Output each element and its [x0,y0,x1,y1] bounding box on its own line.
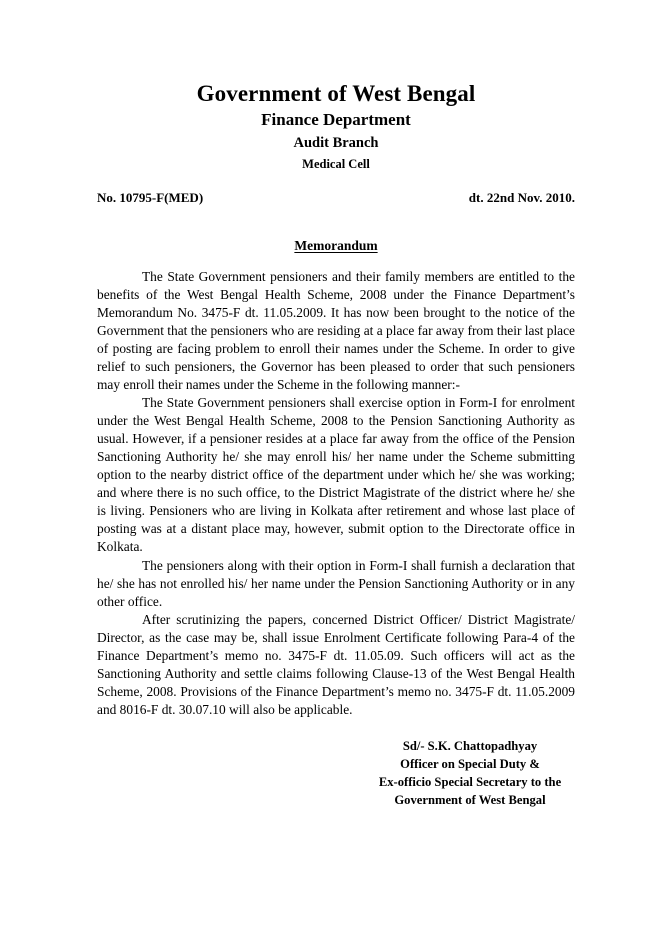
letterhead [0,80,672,173]
document-body [97,268,575,719]
signatory-designation-line: Government of West Bengal [394,792,546,807]
memorandum-heading [97,238,575,254]
memo-date: dt. 22nd Nov. 2010. [468,190,575,205]
department-title: Finance Department [261,110,411,130]
body-paragraph: The pensioners along with their option in Form-I shall furnish a declaration that he/ she has not enrolled his/ her name under the Pension Sanctioning Authority or in any other office. [97,557,575,609]
body-paragraph: The State Government pensioners and their family members are entitled to the benefits of the West Bengal Health Scheme, 2008 under the Finance Department’s Memorandum No. 3475-F dt. 11.05.2009. It has now been brought to the notice of the Government that the pensioners who are residing at a place far away from their last place of posting are facing problem to enroll their names under the Scheme. In order to give relief to such pensioners, the Governor has been pleased to order that such pensioners may enroll their names under the Scheme in the following manner:- [97,269,575,393]
body-paragraph: After scrutinizing the papers, concerned District Officer/ District Magistrate/ Director, as the case may be, shall issue Enrolment Certificate following Para-4 of the Finance Department’s memo no. 3475-F dt. 11.05.09. Such officers will act as the Sanctioning Authority and settle claims following Clause-13 of the West Bengal Health Scheme, 2008. Provisions of the Finance Department’s memo no. 3475-F dt. 11.05.2009 and 8016-F dt. 30.07.10 will also be applicable. [97,611,575,717]
memorandum-heading-text: Memorandum [294,238,378,253]
branch-title: Audit Branch [293,135,379,152]
organization-title: Government of West Bengal [196,81,476,106]
signatory-designation-line: Ex-officio Special Secretary to the [378,774,562,789]
signature-block [365,738,575,810]
signatory-name: Sd/- S.K. Chattopadhyay [402,739,538,753]
reference-line [97,190,575,206]
memo-number: No. 10795-F(MED) [97,190,204,205]
body-paragraph: The State Government pensioners shall exercise option in Form-I for enrolment under the West Bengal Health Scheme, 2008 to the Pension Sanctioning Authority as usual. However, if a pensioner resides at a place far away from the office of the Pension Sanctioning Authority he/ she may enroll his/ her name under the Scheme submitting option to the nearby district office of the department under which he/ she was working; and where there is no such office, to the District Magistrate of the district where he/ she is living. Pensioners who are living in Kolkata after retirement and whose last place of posting was at a distant place may, however, submit option to the Directorate office in Kolkata. [97,395,575,555]
signatory-designation-line: Officer on Special Duty & [400,756,540,771]
cell-title: Medical Cell [302,156,370,171]
